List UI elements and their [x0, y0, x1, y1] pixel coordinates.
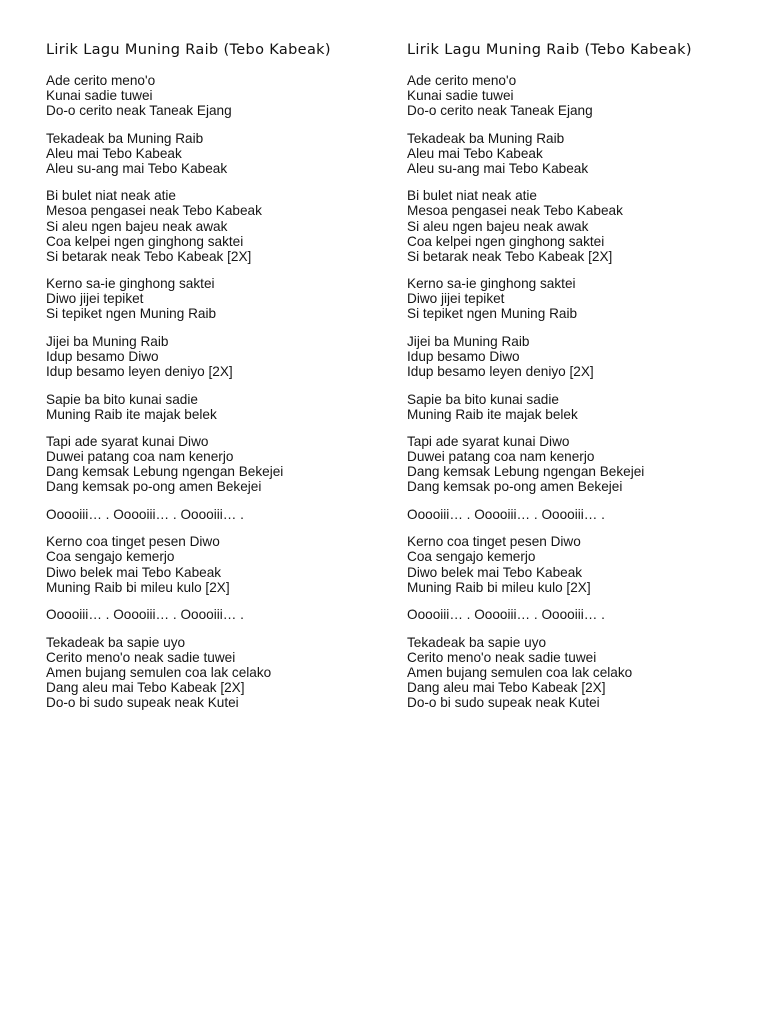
song-title: Lirik Lagu Muning Raib (Tebo Kabeak)	[46, 42, 331, 58]
lyric-line: Ade cerito meno'o	[46, 73, 156, 88]
lyric-line: Do-o cerito neak Taneak Ejang	[46, 103, 232, 119]
lyric-line: Dang aleu mai Tebo Kabeak [2X]	[407, 679, 606, 695]
lyric-line: Idup besamo leyen deniyo [2X]	[46, 364, 233, 380]
lyric-line: Ooooiii… . Ooooiii… . Ooooiii… .	[46, 607, 244, 623]
lyric-line: Aleu mai Tebo Kabeak	[46, 145, 182, 161]
lyric-line: Dang kemsak po-ong amen Bekejei	[46, 479, 262, 495]
lyric-line: Duwei patang coa nam kenerjo	[46, 449, 234, 465]
lyric-line: Kerno sa-ie ginghong saktei	[407, 276, 576, 292]
lyric-line: Aleu su-ang mai Tebo Kabeak	[46, 160, 228, 176]
lyric-line: Coa kelpei ngen ginghong saktei	[407, 233, 605, 249]
lyric-line: Jijei ba Muning Raib	[46, 333, 169, 349]
lyric-line: Mesoa pengasei neak Tebo Kabeak	[46, 203, 262, 219]
lyric-line: Ooooiii… . Ooooiii… . Ooooiii… .	[407, 607, 605, 623]
lyric-line: Sapie ba bito kunai sadie	[46, 391, 198, 407]
stanza	[46, 73, 396, 118]
lyric-line: Coa kelpei ngen ginghong saktei	[46, 233, 244, 249]
stanza	[407, 434, 757, 494]
lyric-line: Sapie ba bito kunai sadie	[407, 391, 559, 407]
song-title: Lirik Lagu Muning Raib (Tebo Kabeak)	[407, 42, 692, 58]
lyric-line: Dang aleu mai Tebo Kabeak [2X]	[46, 679, 245, 695]
lyric-line: Si betarak neak Tebo Kabeak [2X]	[407, 248, 613, 264]
lyric-line: Si aleu ngen bajeu neak awak	[407, 218, 589, 234]
stanza	[46, 188, 396, 263]
stanza	[46, 507, 396, 522]
stanza	[46, 276, 396, 321]
lyric-line: Do-o bi sudo supeak neak Kutei	[46, 695, 239, 710]
lyric-line: Aleu su-ang mai Tebo Kabeak	[407, 160, 589, 176]
lyric-line: Mesoa pengasei neak Tebo Kabeak	[407, 203, 623, 219]
stanza	[46, 434, 396, 494]
lyric-line: Muning Raib bi mileu kulo [2X]	[407, 579, 591, 595]
stanza	[46, 534, 396, 594]
stanza	[46, 607, 396, 622]
lyric-line: Bi bulet niat neak atie	[46, 188, 176, 204]
stanza	[407, 334, 757, 379]
stanza	[407, 392, 757, 422]
stanza	[407, 131, 757, 176]
lyric-line: Muning Raib bi mileu kulo [2X]	[46, 579, 230, 595]
stanza	[407, 73, 757, 118]
lyric-line: Dang kemsak po-ong amen Bekejei	[407, 479, 623, 495]
lyric-line: Muning Raib ite majak belek	[46, 406, 217, 422]
lyric-line: Diwo belek mai Tebo Kabeak	[46, 564, 222, 580]
lyric-line: Dang kemsak Lebung ngengan Bekejei	[46, 464, 284, 480]
lyric-line: Cerito meno'o neak sadie tuwei	[407, 649, 597, 665]
lyric-line: Kunai sadie tuwei	[46, 88, 153, 104]
stanza	[407, 534, 757, 594]
lyrics-column-right	[407, 41, 757, 722]
lyric-line: Aleu mai Tebo Kabeak	[407, 145, 543, 161]
lyric-line: Amen bujang semulen coa lak celako	[407, 664, 633, 680]
lyric-line: Coa sengajo kemerjo	[46, 549, 175, 565]
lyric-line: Tekadeak ba sapie uyo	[407, 634, 547, 650]
stanza	[407, 276, 757, 321]
lyric-line: Dang kemsak Lebung ngengan Bekejei	[407, 464, 645, 480]
lyric-line: Duwei patang coa nam kenerjo	[407, 449, 595, 465]
lyric-line: Diwo jijei tepiket	[407, 291, 505, 307]
lyric-line: Idup besamo Diwo	[407, 348, 520, 364]
lyric-line: Ooooiii… . Ooooiii… . Ooooiii… .	[46, 506, 244, 522]
lyric-line: Tekadeak ba Muning Raib	[46, 130, 204, 146]
lyric-line: Coa sengajo kemerjo	[407, 549, 536, 565]
lyric-line: Si tepiket ngen Muning Raib	[46, 306, 217, 322]
lyric-line: Cerito meno'o neak sadie tuwei	[46, 649, 236, 665]
stanza	[46, 334, 396, 379]
lyrics-column-left	[46, 41, 396, 722]
lyric-line: Do-o cerito neak Taneak Ejang	[407, 103, 593, 119]
lyric-line: Muning Raib ite majak belek	[407, 406, 578, 422]
stanza	[46, 392, 396, 422]
lyric-line: Jijei ba Muning Raib	[407, 333, 530, 349]
stanza	[407, 188, 757, 263]
lyric-line: Idup besamo leyen deniyo [2X]	[407, 364, 594, 380]
stanza-list	[407, 73, 757, 710]
lyric-line: Bi bulet niat neak atie	[407, 188, 537, 204]
stanza	[407, 607, 757, 622]
stanza	[46, 635, 396, 710]
lyric-line: Tekadeak ba sapie uyo	[46, 634, 186, 650]
lyric-line: Diwo belek mai Tebo Kabeak	[407, 564, 583, 580]
lyric-line: Kunai sadie tuwei	[407, 88, 514, 104]
lyric-line: Idup besamo Diwo	[46, 348, 159, 364]
lyric-line: Amen bujang semulen coa lak celako	[46, 664, 272, 680]
lyric-line: Diwo jijei tepiket	[46, 291, 144, 307]
lyric-line: Ooooiii… . Ooooiii… . Ooooiii… .	[407, 506, 605, 522]
stanza	[407, 507, 757, 522]
lyric-line: Si aleu ngen bajeu neak awak	[46, 218, 228, 234]
lyric-line: Ade cerito meno'o	[407, 73, 517, 88]
lyric-line: Tapi ade syarat kunai Diwo	[407, 434, 570, 450]
lyric-line: Si betarak neak Tebo Kabeak [2X]	[46, 248, 252, 264]
lyric-line: Kerno coa tinget pesen Diwo	[46, 534, 220, 550]
lyric-line: Si tepiket ngen Muning Raib	[407, 306, 578, 322]
stanza	[407, 635, 757, 710]
lyric-line: Tekadeak ba Muning Raib	[407, 130, 565, 146]
lyric-line: Kerno coa tinget pesen Diwo	[407, 534, 581, 550]
lyric-line: Tapi ade syarat kunai Diwo	[46, 434, 209, 450]
lyric-line: Kerno sa-ie ginghong saktei	[46, 276, 215, 292]
stanza-list	[46, 73, 396, 710]
lyric-line: Do-o bi sudo supeak neak Kutei	[407, 695, 600, 710]
stanza	[46, 131, 396, 176]
